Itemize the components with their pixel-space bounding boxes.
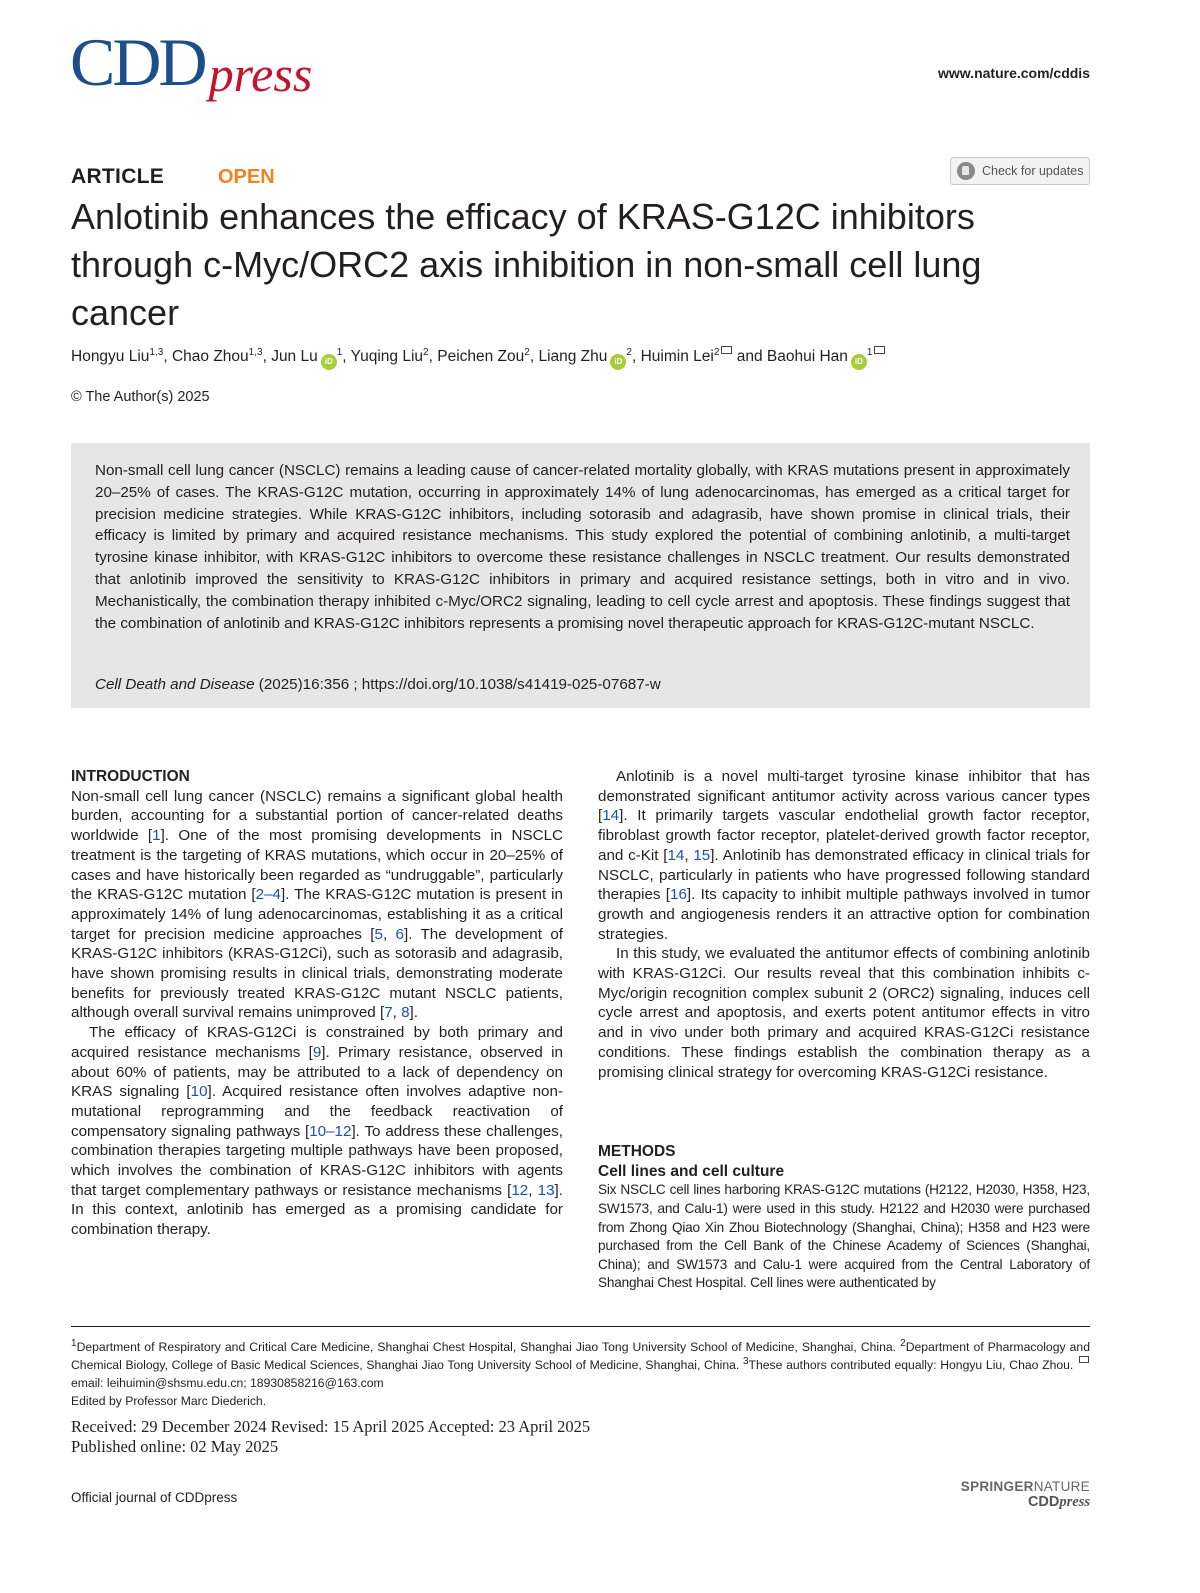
reference-link[interactable]: 1: [152, 827, 161, 845]
left-column: [71, 767, 563, 1240]
paragraph-text: ,: [528, 1181, 538, 1199]
paragraph-text: ]. Anlotinib has demonstrated efficacy in clinical trials for NSCLC, particularly in patients who have progressed following standard therapies [: [598, 846, 1090, 904]
subsection-heading-cell-lines: Cell lines and cell culture: [598, 1162, 785, 1180]
paragraph-text: ]. One of the most promising developments in NSCLC treatment is the targeting of KRAS mutations, which occur in 20–25% of cases and have historically been regarded as “undruggable”, particularly the KRAS-G12C mutation [: [71, 827, 564, 904]
reference-link[interactable]: 10–12: [309, 1122, 352, 1140]
received-revised-accepted: Received: 29 December 2024 Revised: 15 April 2025 Accepted: 23 April 2025: [71, 1417, 591, 1436]
open-access-label: OPEN: [218, 166, 275, 188]
orcid-icon[interactable]: iD: [851, 354, 867, 370]
corresponding-email[interactable]: email: leihuimin@shsmu.edu.cn; 18930858216@163.com: [71, 1376, 384, 1390]
methods-paragraph-1: Six NSCLC cell lines harboring KRAS-G12C mutations (H2122, H2030, H358, H23, SW1573, and Calu-1) were used in this study. H2122 and H2030 were purchased from Zhong Qiao Xin Zhou Biotechnology (Shanghai, China); H358 and H23 were purchased from the Cell Bank of the Chinese Academy of Sciences (Shanghai, China); and SW1573 and Calu-1 were acquired from the Central Laboratory of Shanghai Chest Hospital. Cell lines were authenticated by: [598, 1182, 1090, 1291]
author-affiliation-marker: 1: [336, 346, 343, 358]
check-updates-button[interactable]: [950, 157, 1090, 185]
affiliation-footnotes: [71, 1338, 1090, 1410]
affiliation-marker: 2: [900, 1337, 906, 1349]
citation-journal: Cell Death and Disease: [95, 676, 255, 693]
check-updates-label: Check for updates: [982, 164, 1084, 178]
article-title: Anlotinib enhances the efficacy of KRAS-G12C inhibitors through c-Myc/ORC2 axis inhibition in non-small cell lung cancer: [71, 196, 982, 333]
author-separator: ,: [428, 348, 438, 365]
intro-paragraph-1: [71, 787, 563, 1023]
paragraph-text: ]. Its capacity to inhibit multiple pathways involved in tumor growth and angiogenesis renders it an attractive option for combination strategies.: [598, 886, 1090, 943]
intro-paragraph-4: In this study, we evaluated the antitumor effects of combining anlotinib with KRAS-G12Ci. Our results reveal that this combination inhibits c-Myc/origin recognition complex subunit 2 (ORC2) signaling, induces cell cycle arrest and apoptosis, and exerts potent antitumor effects in vitro and in vivo under both primary and acquired KRAS-G12Ci resistance conditions. These findings establish the combination therapy as a promising clinical strategy for overcoming KRAS-G12Ci resistance.: [598, 945, 1090, 1081]
right-column: [598, 767, 1090, 1082]
author-name[interactable]: Baohui Han: [766, 348, 848, 365]
cddpress-logo: [70, 22, 312, 102]
reference-link[interactable]: 8: [401, 1004, 410, 1022]
cdd-word: CDD: [1027, 1494, 1060, 1510]
section-heading-methods: METHODS: [598, 1143, 676, 1160]
paragraph-text: The efficacy of KRAS-G12Ci is constrained by both primary and acquired resistance mechanisms [: [71, 1024, 563, 1061]
author-affiliation-marker: 1,3: [248, 346, 263, 358]
reference-link[interactable]: 6: [395, 925, 404, 943]
paragraph-text: ,: [684, 846, 694, 864]
reference-link[interactable]: 5: [374, 925, 383, 943]
author-name[interactable]: Yuqing Liu: [350, 348, 424, 365]
methods-section: [598, 1142, 1090, 1293]
logo-main: CDD: [70, 24, 205, 100]
journal-footer: Official journal of CDDpress: [71, 1490, 238, 1505]
author-name[interactable]: Chao Zhou: [171, 348, 249, 365]
article-type-label: ARTICLE: [71, 165, 165, 188]
nature-word: NATURE: [1033, 1479, 1090, 1494]
affiliation-text: Department of Respiratory and Critical Care Medicine, Shanghai Chest Hospital, Shanghai Jiao Tong University School of Medicine, Shanghai, China.: [76, 1340, 901, 1354]
reference-link[interactable]: 15: [693, 846, 711, 864]
springer-word: SPRINGER: [960, 1479, 1034, 1494]
author-separator: ,: [342, 348, 351, 365]
reference-link[interactable]: 2–4: [255, 886, 281, 904]
author-separator: ,: [631, 348, 641, 365]
paragraph-text: ].: [409, 1004, 418, 1022]
reference-link[interactable]: 16: [670, 886, 687, 904]
paragraph-text: ]. The development of KRAS-G12C inhibitors (KRAS-G12Ci), such as sotorasib and adagrasib, have shown promising results in clinical trials, demonstrating moderate benefits for previously treated KRAS-G12C mutant NSCLC patients, although overall survival remains unimproved [: [71, 925, 563, 1022]
editor-note: Edited by Professor Marc Diederich.: [71, 1394, 267, 1408]
site-url-link[interactable]: www.nature.com/cddis: [938, 65, 1090, 81]
intro-paragraph-2: [71, 1023, 563, 1240]
envelope-icon[interactable]: [721, 346, 732, 354]
reference-link[interactable]: 9: [312, 1043, 322, 1061]
press-word: press: [1059, 1494, 1090, 1510]
author-name[interactable]: Hongyu Liu: [71, 348, 150, 365]
author-affiliation-marker: 2: [626, 346, 632, 358]
affiliation-text: Department of Pharmacology and Chemical Biology, College of Basic Medical Sciences, Shanghai Jiao Tong University School of Medicine, Shanghai, China.: [71, 1340, 1090, 1372]
copyright-notice: © The Author(s) 2025: [71, 389, 210, 405]
crossmark-icon: [957, 162, 975, 180]
reference-link[interactable]: 14: [667, 846, 685, 864]
paragraph-text: ,: [382, 925, 396, 943]
author-list: [71, 345, 1111, 370]
citation-doi[interactable]: (2025)16:356 ; https://doi.org/10.1038/s41419-025-07687-w: [254, 676, 661, 693]
author-name[interactable]: Huimin Lei: [640, 348, 714, 365]
author-affiliation-marker: 1: [866, 346, 873, 358]
springer-nature-logo: [961, 1479, 1090, 1511]
paragraph-text: ,: [392, 1004, 402, 1022]
reference-link[interactable]: 10: [190, 1083, 208, 1101]
paragraph-text: ]. It primarily targets vascular endothelial growth factor receptor, fibroblast growth factor receptor, platelet-derived growth factor receptor, and c-Kit [: [598, 807, 1090, 864]
author-affiliation-marker: 2: [423, 346, 429, 358]
author-affiliation-marker: 2: [713, 346, 720, 358]
author-name[interactable]: Peichen Zou: [437, 348, 525, 365]
orcid-icon[interactable]: iD: [610, 354, 626, 370]
author-affiliation-marker: 2: [524, 346, 530, 358]
paragraph-text: ]. To address these challenges, combination therapies targeting multiple pathways have been proposed, which involves the combination of KRAS-G12C inhibitors with agents that target complementary pathways or resistance mechanisms [: [71, 1122, 563, 1199]
author-affiliation-marker: 1,3: [149, 346, 164, 358]
reference-link[interactable]: 13: [537, 1181, 555, 1199]
paragraph-text: Anlotinib is a novel multi-target tyrosine kinase inhibitor that has demonstrated significant antitumor activity across various cancer types [: [598, 768, 1090, 825]
reference-link[interactable]: 12: [511, 1181, 529, 1199]
article-citation: [95, 676, 661, 693]
footnote-divider: [71, 1326, 1090, 1327]
logo-italic: press: [208, 46, 313, 102]
author-separator: ,: [163, 348, 172, 365]
affiliation-text: These authors contributed equally: Hongyu Liu, Chao Zhou.: [748, 1358, 1077, 1372]
paragraph-text: ]. Acquired resistance often involves adaptive non-mutational reprogramming and the feedback reactivation of compensatory signaling pathways [: [71, 1083, 564, 1140]
author-name[interactable]: Liang Zhu: [538, 348, 608, 365]
abstract-text: Non-small cell lung cancer (NSCLC) remains a leading cause of cancer-related mortality globally, with KRAS mutations present in approximately 20–25% of cases. The KRAS-G12C mutation, occurring in approximately 14% of lung adenocarcinomas, has emerged as a critical target for precision medicine strategies. While KRAS-G12C inhibitors, including sotorasib and adagrasib, have shown promise in clinical trials, their efficacy is limited by primary and acquired resistance mechanisms. This study explored the potential of combining anlotinib, a multi-target tyrosine kinase inhibitor, with KRAS-G12C inhibitors to overcome these resistance challenges in NSCLC treatment. Our results demonstrated that anlotinib improved the sensitivity to KRAS-G12C inhibitors in primary and acquired resistance settings, both in vitro and in vivo. Mechanistically, the combination therapy inhibited c-Myc/ORC2 signaling, leading to cell cycle arrest and apoptosis. These findings suggest that the combination of anlotinib and KRAS-G12C inhibitors represents a promising novel therapeutic approach for KRAS-G12C-mutant NSCLC.: [95, 462, 1070, 632]
paragraph-text: Non-small cell lung cancer (NSCLC) remains a significant global health burden, accounting for a substantial portion of cancer-related deaths worldwide [: [71, 787, 563, 845]
author-separator: ,: [529, 348, 539, 365]
affiliation-list: [71, 1337, 1090, 1372]
paragraph-text: ]. In this context, anlotinib has emerged as a promising candidate for combination therapy.: [71, 1181, 563, 1239]
intro-paragraph-3: [598, 767, 1090, 944]
affiliation-marker: 1: [71, 1337, 77, 1349]
reference-link[interactable]: 7: [384, 1004, 393, 1022]
affiliation-marker: 3: [742, 1355, 749, 1367]
publication-dates: [71, 1417, 590, 1457]
published-online: Published online: 02 May 2025: [71, 1437, 279, 1456]
envelope-icon[interactable]: [874, 346, 885, 354]
section-heading-introduction: INTRODUCTION: [71, 768, 190, 785]
envelope-icon: [1079, 1356, 1089, 1363]
reference-link[interactable]: 14: [602, 807, 620, 825]
author-separator: and: [732, 348, 767, 365]
paragraph-text: ]. Primary resistance, observed in about 60% of patients, may be attributed to a lack of dependency on KRAS signaling [: [71, 1043, 563, 1101]
author-name[interactable]: Jun Lu: [271, 348, 318, 365]
paragraph-text: ]. The KRAS-G12C mutation is present in approximately 14% of lung adenocarcinomas, establishing it as a critical target for precision medicine approaches [: [71, 886, 563, 943]
orcid-icon[interactable]: iD: [321, 354, 337, 370]
author-separator: ,: [262, 348, 272, 365]
